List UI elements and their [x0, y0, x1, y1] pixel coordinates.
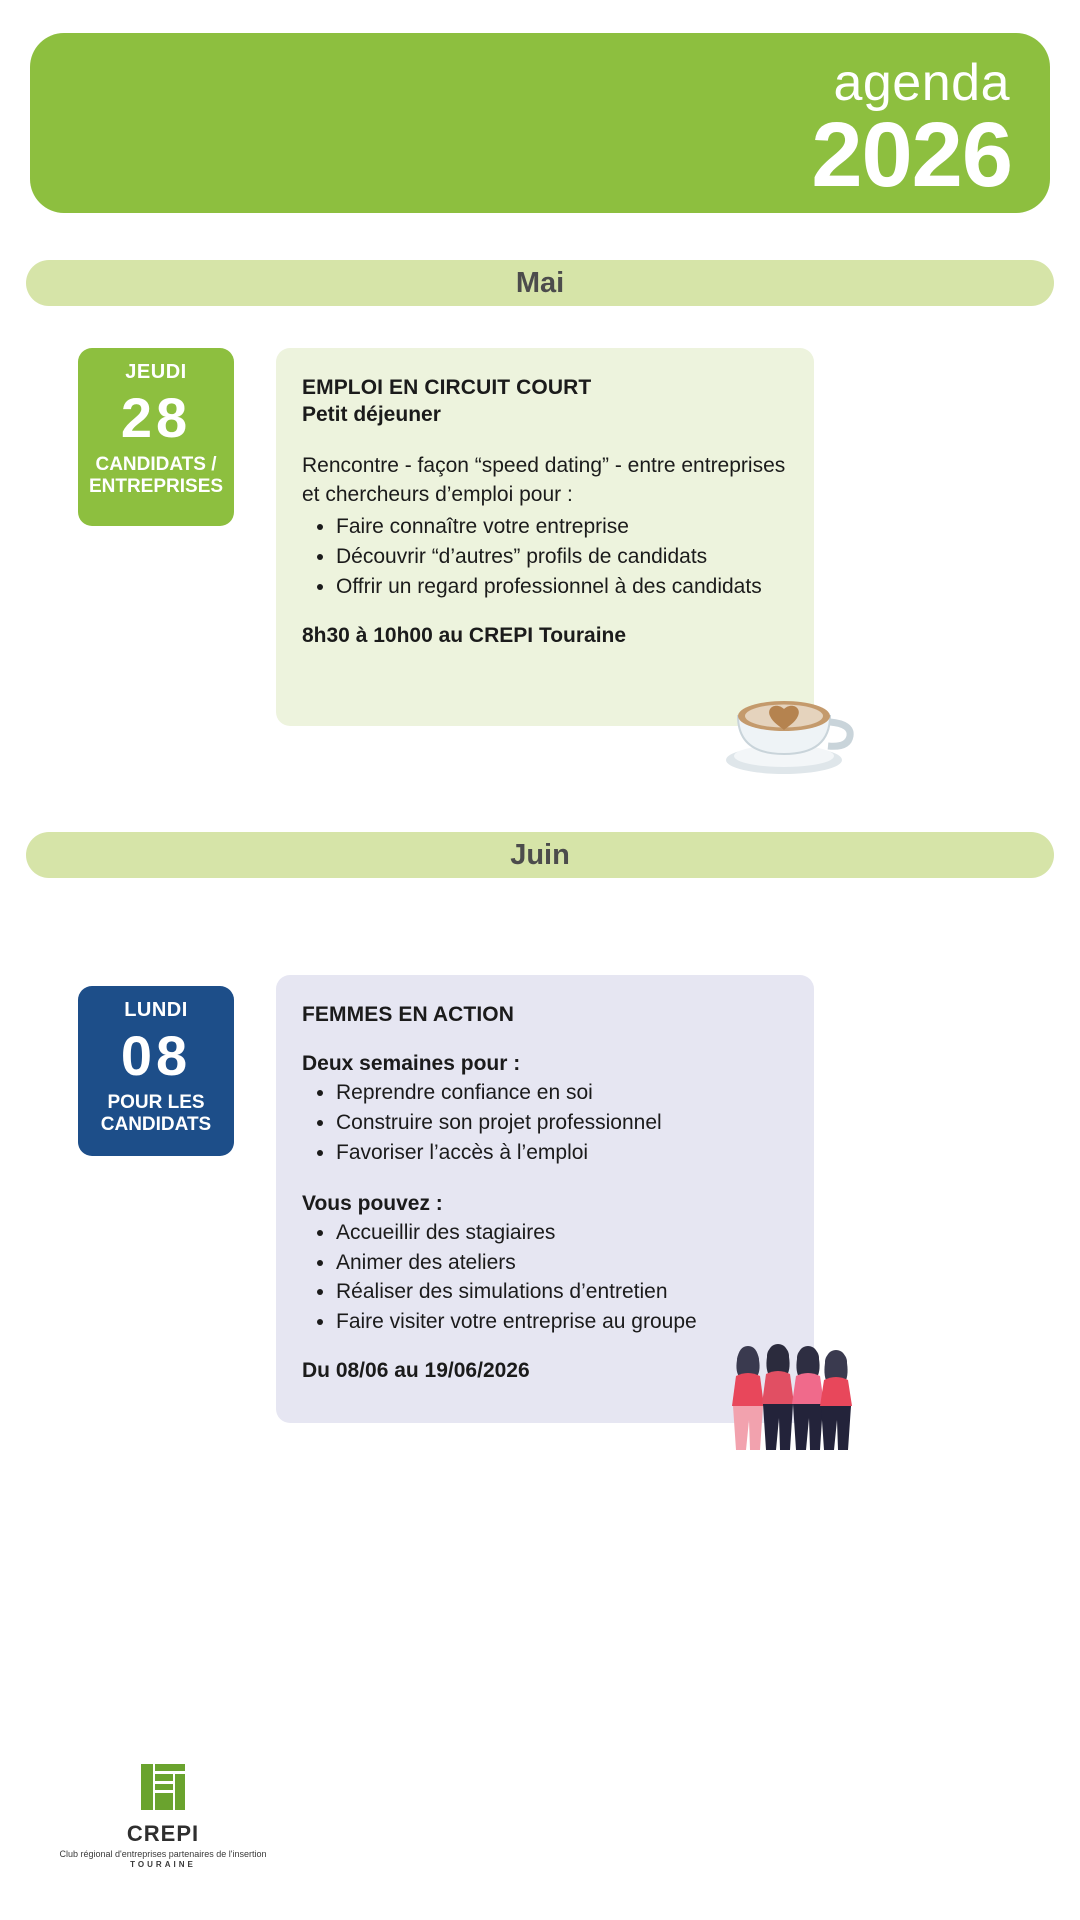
chip-audience-line1: POUR LES: [107, 1092, 205, 1114]
month-label: Juin: [510, 838, 570, 871]
list-item: • Reprendre confiance en soi: [336, 1078, 788, 1108]
list-item: • Favoriser l’accès à l’emploi: [336, 1138, 788, 1168]
event-section1-head: Deux semaines pour :: [302, 1052, 521, 1076]
date-chip-may-28: [78, 348, 234, 526]
month-header-may: [26, 260, 1054, 306]
list-item: • Faire connaître votre entreprise: [336, 512, 788, 542]
list-item: • Offrir un regard professionnel à des candidats: [336, 572, 788, 602]
logo-region: TOURAINE: [130, 1860, 196, 1869]
header-agenda-label: agenda: [833, 54, 1010, 112]
event-title: EMPLOI EN CIRCUIT COURT: [302, 376, 592, 399]
header-year: 2026: [811, 104, 1012, 206]
event-footer: Du 08/06 au 19/06/2026: [302, 1358, 530, 1382]
month-header-juin: [26, 832, 1054, 878]
header-banner: [30, 33, 1050, 213]
event-intro: Rencontre - façon “speed dating” - entre entreprises et chercheurs d’emploi pour :: [302, 453, 786, 507]
chip-day: 28: [120, 386, 192, 449]
event-subtitle: Petit déjeuner: [302, 403, 441, 427]
list-item: • Faire visiter votre entreprise au groupe: [336, 1307, 788, 1337]
date-chip-juin-08: [78, 986, 234, 1156]
event-section2-head: Vous pouvez :: [302, 1191, 443, 1215]
list-item: • Réaliser des simulations d’entretien: [336, 1277, 788, 1307]
event-section2-list: [336, 1218, 788, 1337]
chip-weekday: JEUDI: [125, 361, 187, 383]
chip-weekday: LUNDI: [124, 999, 188, 1021]
event-section1-list: [336, 1078, 788, 1167]
chip-day: 08: [120, 1024, 192, 1087]
month-label: Mai: [515, 266, 565, 299]
list-item: • Construire son projet professionnel: [336, 1108, 788, 1138]
event-bullet-list: [336, 512, 788, 601]
chip-audience-line1: CANDIDATS /: [95, 454, 217, 476]
list-item: • Animer des ateliers: [336, 1248, 788, 1278]
event-title: FEMMES EN ACTION: [302, 1003, 514, 1026]
chip-audience-line2: CANDIDATS: [100, 1114, 212, 1136]
logo-tagline: Club régional d'entreprises partenaires de l'insertion: [59, 1849, 267, 1859]
chip-audience-line2: ENTREPRISES: [88, 476, 224, 498]
logo-name: CREPI: [126, 1821, 200, 1846]
list-item: • Découvrir “d’autres” profils de candidats: [336, 542, 788, 572]
coffee-cup-icon: [718, 668, 858, 778]
list-item: • Accueillir des stagiaires: [336, 1218, 788, 1248]
crepi-logo: [48, 1760, 278, 1869]
event-footer: 8h30 à 10h00 au CREPI Touraine: [302, 623, 627, 647]
four-women-icon: [726, 1338, 856, 1463]
crepi-building-icon: [136, 1760, 190, 1814]
